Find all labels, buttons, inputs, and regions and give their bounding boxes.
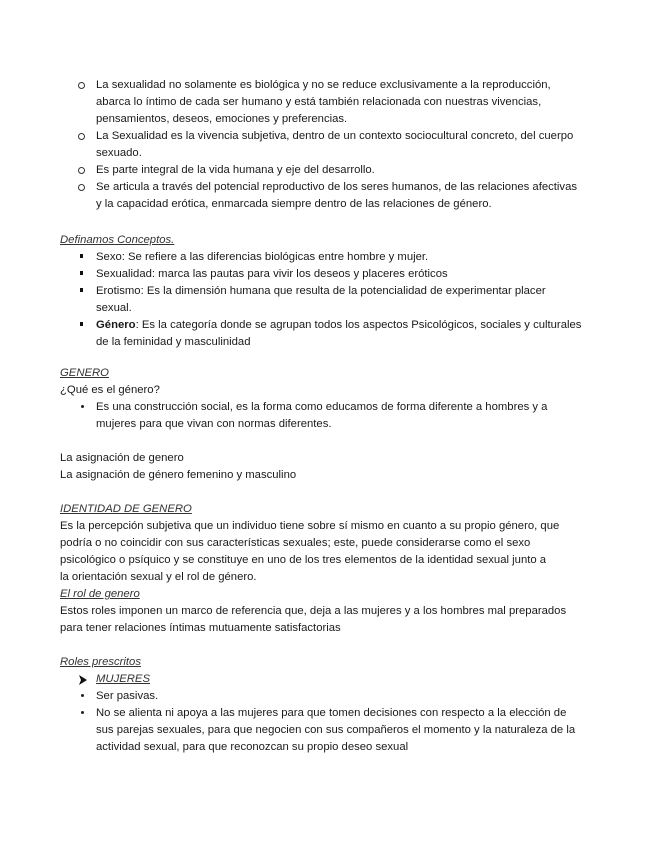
section-heading-genero: GENERO — [60, 367, 109, 379]
subheading-mujeres: MUJERES — [96, 673, 150, 685]
intro-line: pensamientos, deseos, emociones y preferencias. — [96, 113, 348, 125]
concept-definition: : Es la categoría donde se agrupan todos los aspectos Psicológicos, sociales y culturales — [135, 319, 582, 331]
intro-line: La sexualidad no solamente es biológica y no se reduce exclusivamente a la reproducción, — [96, 79, 551, 91]
circle-bullet-icon — [78, 133, 85, 140]
intro-line: y la capacidad erótica, enmarcada siempre dentro de las relaciones de género. — [96, 198, 492, 210]
identidad-line: la orientación sexual y el rol de género. — [60, 571, 257, 583]
genero-bullet-line: Es una construcción social, es la forma como educamos de forma diferente a hombres y a — [96, 401, 548, 413]
concept-term: Erotismo — [96, 285, 141, 297]
asignacion-line: La asignación de género femenino y masculino — [60, 469, 297, 481]
square-bullet-icon — [80, 254, 83, 258]
asignacion-line: La asignación de genero — [60, 452, 184, 464]
square-bullet-icon — [80, 271, 83, 275]
intro-line: abarca lo íntimo de cada ser humano y está también relacionada con nuestras vivencias, — [96, 96, 542, 108]
section-heading-conceptos: Definamos Conceptos. — [60, 234, 175, 246]
roles-bullet-line: actividad sexual, para que reconozcan su propio deseo sexual — [96, 741, 409, 753]
intro-line: Es parte integral de la vida humana y eje del desarrollo. — [96, 164, 375, 176]
square-bullet-icon — [80, 288, 83, 292]
roles-bullet-line: sus parejas sexuales, para que negocien con sus compañeros el momento y la naturaleza de la — [96, 724, 576, 736]
circle-bullet-icon — [78, 184, 85, 191]
circle-bullet-icon — [78, 167, 85, 174]
bullet-icon — [81, 711, 84, 714]
bullet-icon — [81, 694, 84, 697]
circle-bullet-icon — [78, 82, 85, 89]
concept-definition: de la feminidad y masculinidad — [96, 336, 251, 348]
concept-term: Sexualidad — [96, 268, 152, 280]
section-heading-rol: El rol de genero — [60, 588, 140, 600]
intro-line: sexuado. — [96, 147, 142, 159]
concept-item — [96, 250, 428, 264]
roles-bullet-line: No se alienta ni apoya a las mujeres para que tomen decisiones con respecto a la elección de — [96, 707, 567, 719]
concept-item — [96, 267, 448, 281]
concept-definition: sexual. — [96, 302, 132, 314]
concept-term: Sexo — [96, 251, 122, 263]
rol-line: para tener relaciones íntimas mutuamente satisfactorias — [60, 622, 341, 634]
concept-definition: : marca las pautas para vivir los deseos y placeres eróticos — [151, 268, 448, 280]
concept-definition: : Se refiere a las diferencias biológicas entre hombre y mujer. — [121, 251, 429, 263]
intro-line: La Sexualidad es la vivencia subjetiva, dentro de un contexto sociocultural concreto, del cuerpo — [96, 130, 574, 142]
concept-term: Género — [96, 319, 136, 331]
rol-line: Estos roles imponen un marco de referencia que, deja a las mujeres y a los hombres mal preparados — [60, 605, 567, 617]
intro-line: Se articula a través del potencial reproductivo de los seres humanos, de las relaciones afectivas — [96, 181, 578, 193]
bullet-icon — [81, 405, 84, 408]
concept-item — [96, 318, 581, 332]
identidad-line: psicológico o psíquico y se constituye en uno de los tres elementos de la identidad sexual junto a — [60, 554, 547, 566]
section-heading-identidad: IDENTIDAD DE GENERO — [60, 503, 192, 515]
concept-item — [96, 284, 546, 298]
genero-bullet-line: mujeres para que vivan con normas diferentes. — [96, 418, 332, 430]
concept-definition: : Es la dimensión humana que resulta de la potencialidad de experimentar placer — [140, 285, 546, 297]
square-bullet-icon — [80, 322, 83, 326]
arrow-bullet-icon — [78, 675, 88, 685]
identidad-line: podría o no coincidir con sus características sexuales; este, puede considerarse como el sexo — [60, 537, 531, 549]
roles-bullet-line: Ser pasivas. — [96, 690, 159, 702]
section-heading-roles: Roles prescritos — [60, 656, 141, 668]
genero-question: ¿Qué es el género? — [60, 384, 160, 396]
identidad-line: Es la percepción subjetiva que un individuo tiene sobre sí mismo en cuanto a su propio género, que — [60, 520, 560, 532]
